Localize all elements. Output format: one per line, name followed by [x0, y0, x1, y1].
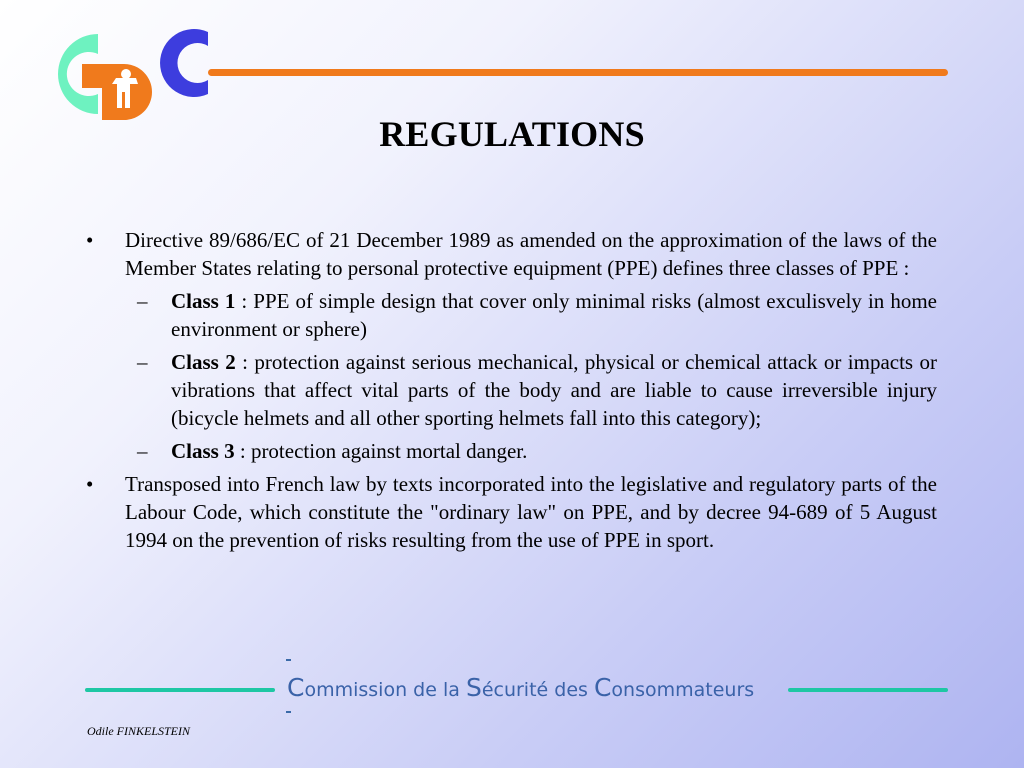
sub-item-class-2: [86, 348, 937, 432]
sub-marker: –: [137, 439, 148, 463]
slide-title: REGULATIONS: [379, 114, 645, 154]
bullet-marker: •: [86, 228, 94, 252]
sub-item-text: : PPE of simple design that cover only minimal risks (almost exculisvely in home environment or sphere): [171, 289, 937, 341]
footer-author: Odile FINKELSTEIN: [87, 724, 191, 738]
sub-marker: –: [137, 350, 148, 374]
footer-rule-left: [85, 688, 275, 692]
header-rule: [208, 69, 948, 76]
sub-item-text: : protection against serious mechanical, physical or chemical attack or impacts or vibrations that affect vital parts of the body and are liable to cause irreversible injury (bicycle helmets and all other sporting helmets fall into this category);: [171, 350, 937, 430]
slide-body: [86, 226, 937, 559]
sub-item-label: Class 2: [171, 350, 236, 374]
sub-item-class-3: [86, 437, 937, 465]
footer-tick: [286, 711, 291, 713]
sub-item-label: Class 1: [171, 289, 236, 313]
footer-organization: Commission de la Sécurité des Consommateurs: [287, 673, 755, 702]
bullet-text: Transposed into French law by texts incorporated into the legislative and regulatory parts of the Labour Code, which constitute the "ordinary law" on PPE, and by decree 94-689 of 5 August 1994 on the prevention of risks resulting from the use of PPE in sport.: [125, 472, 937, 552]
bullet-text: Directive 89/686/EC of 21 December 1989 as amended on the approximation of the laws of the Member States relating to personal protective equipment (PPE) defines three classes of PPE :: [125, 228, 937, 280]
bullet-marker: •: [86, 472, 94, 496]
sub-item-class-1: [86, 287, 937, 343]
footer-rule-right: [788, 688, 948, 692]
bullet-item: [86, 226, 937, 282]
footer-tick: [286, 659, 291, 661]
sub-item-label: Class 3: [171, 439, 235, 463]
bullet-item: [86, 470, 937, 554]
sub-item-text: : protection against mortal danger.: [234, 439, 528, 463]
sub-marker: –: [137, 289, 148, 313]
